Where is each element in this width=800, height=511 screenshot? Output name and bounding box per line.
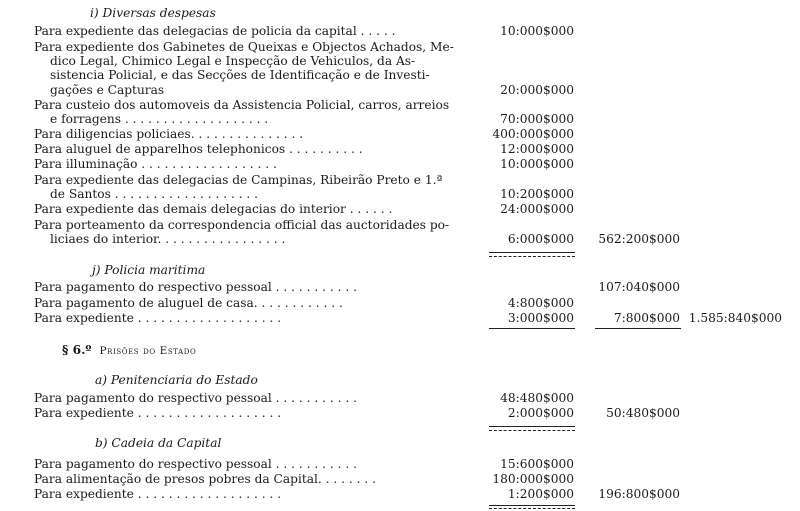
sum-rule [489, 426, 575, 427]
item-label: Para pagamento do respectivo pessoal . . . . . . . . . . . [34, 391, 358, 405]
item-amount: 24:000$000 [500, 202, 574, 216]
item-amount: 10:000$000 [500, 24, 574, 38]
item-label: Para expediente . . . . . . . . . . . . . . . . . . . [34, 311, 282, 325]
sum-rule [489, 328, 575, 329]
section-title-prisoes [62, 343, 196, 358]
section-number: § 6.º [62, 343, 92, 357]
item-label-continued: dico Legal, Chimico Legal e Inspecção de Vehiculos, da As- [50, 54, 416, 68]
item-label-continued: de Santos . . . . . . . . . . . . . . . . . . . [50, 187, 259, 201]
item-amount: 10:000$000 [500, 157, 574, 171]
item-amount: 12:000$000 [500, 142, 574, 156]
section-heading-cadeia-capital: b) Cadeia da Capital [95, 436, 222, 450]
item-amount: 48:480$000 [500, 391, 574, 405]
item-amount: 4:800$000 [507, 296, 574, 310]
sum-rule-dashed [489, 256, 575, 257]
item-label: Para expediente das demais delegacias do interior . . . . . . [34, 202, 393, 216]
item-label: Para pagamento do respectivo pessoal . . . . . . . . . . . [34, 280, 358, 294]
item-label: Para expediente dos Gabinetes de Queixas e Objectos Achados, Me- [34, 40, 454, 54]
item-label: Para porteamento da correspondencia official das auctoridades po- [34, 218, 450, 232]
subtotal-amount: 50:480$000 [606, 406, 680, 420]
section-heading-diversas-despesas: i) Diversas despesas [90, 6, 216, 20]
subtotal-amount: 7:800$000 [613, 311, 680, 325]
sum-rule [489, 505, 575, 506]
item-label: Para pagamento de aluguel de casa. . . . . . . . . . . . [34, 296, 343, 310]
item-label: Para pagamento do respectivo pessoal . . . . . . . . . . . [34, 457, 358, 471]
item-label: Para aluguel de apparelhos telephonicos . . . . . . . . . . [34, 142, 363, 156]
item-amount: 6:000$000 [507, 232, 574, 246]
item-amount: 3:000$000 [507, 311, 574, 325]
sum-rule [489, 252, 575, 253]
grand-total-amount: 1.585:840$000 [688, 311, 782, 325]
item-amount: 1:200$000 [507, 487, 574, 501]
item-amount: 15:600$000 [500, 457, 574, 471]
item-amount: 20:000$000 [500, 83, 574, 97]
item-label: Para expediente . . . . . . . . . . . . . . . . . . . [34, 406, 282, 420]
subtotal-amount: 196:800$000 [598, 487, 680, 501]
item-label-continued: e forragens . . . . . . . . . . . . . . . . . . . [50, 112, 269, 126]
item-amount: 400:000$000 [492, 127, 574, 141]
section-heading-penitenciaria: a) Penitenciaria do Estado [95, 373, 258, 387]
item-label: Para expediente das delegacias de Campinas, Ribeirão Preto e 1.ª [34, 173, 443, 187]
section-title: Prisões do Estado [99, 345, 197, 357]
item-label: Para illuminação . . . . . . . . . . . . . . . . . . [34, 157, 277, 171]
item-label: Para expediente das delegacias de policia da capital . . . . . [34, 24, 396, 38]
item-label-continued: gações e Capturas [50, 83, 165, 97]
section-heading-policia-maritima: j) Policia maritima [92, 263, 206, 277]
sum-rule-dashed [489, 430, 575, 431]
subtotal-amount: 107:040$000 [598, 280, 680, 294]
subtotal-amount: 562:200$000 [598, 232, 680, 246]
item-label: Para alimentação de presos pobres da Capital. . . . . . . . [34, 472, 376, 486]
item-label: Para custeio dos automoveis da Assistencia Policial, carros, arreios [34, 98, 450, 112]
item-amount: 180:000$000 [492, 472, 574, 486]
item-label: Para diligencias policiaes. . . . . . . . . . . . . . . [34, 127, 304, 141]
sum-rule-dashed [489, 508, 575, 509]
item-amount: 2:000$000 [507, 406, 574, 420]
item-amount: 10:200$000 [500, 187, 574, 201]
item-label-continued: liciaes do interior. . . . . . . . . . . . . . . . . [50, 232, 286, 246]
item-label: Para expediente . . . . . . . . . . . . . . . . . . . [34, 487, 282, 501]
item-amount: 70:000$000 [500, 112, 574, 126]
sum-rule [595, 328, 681, 329]
item-label-continued: sistencia Policial, e das Secções de Identificação e de Investi- [50, 68, 430, 82]
